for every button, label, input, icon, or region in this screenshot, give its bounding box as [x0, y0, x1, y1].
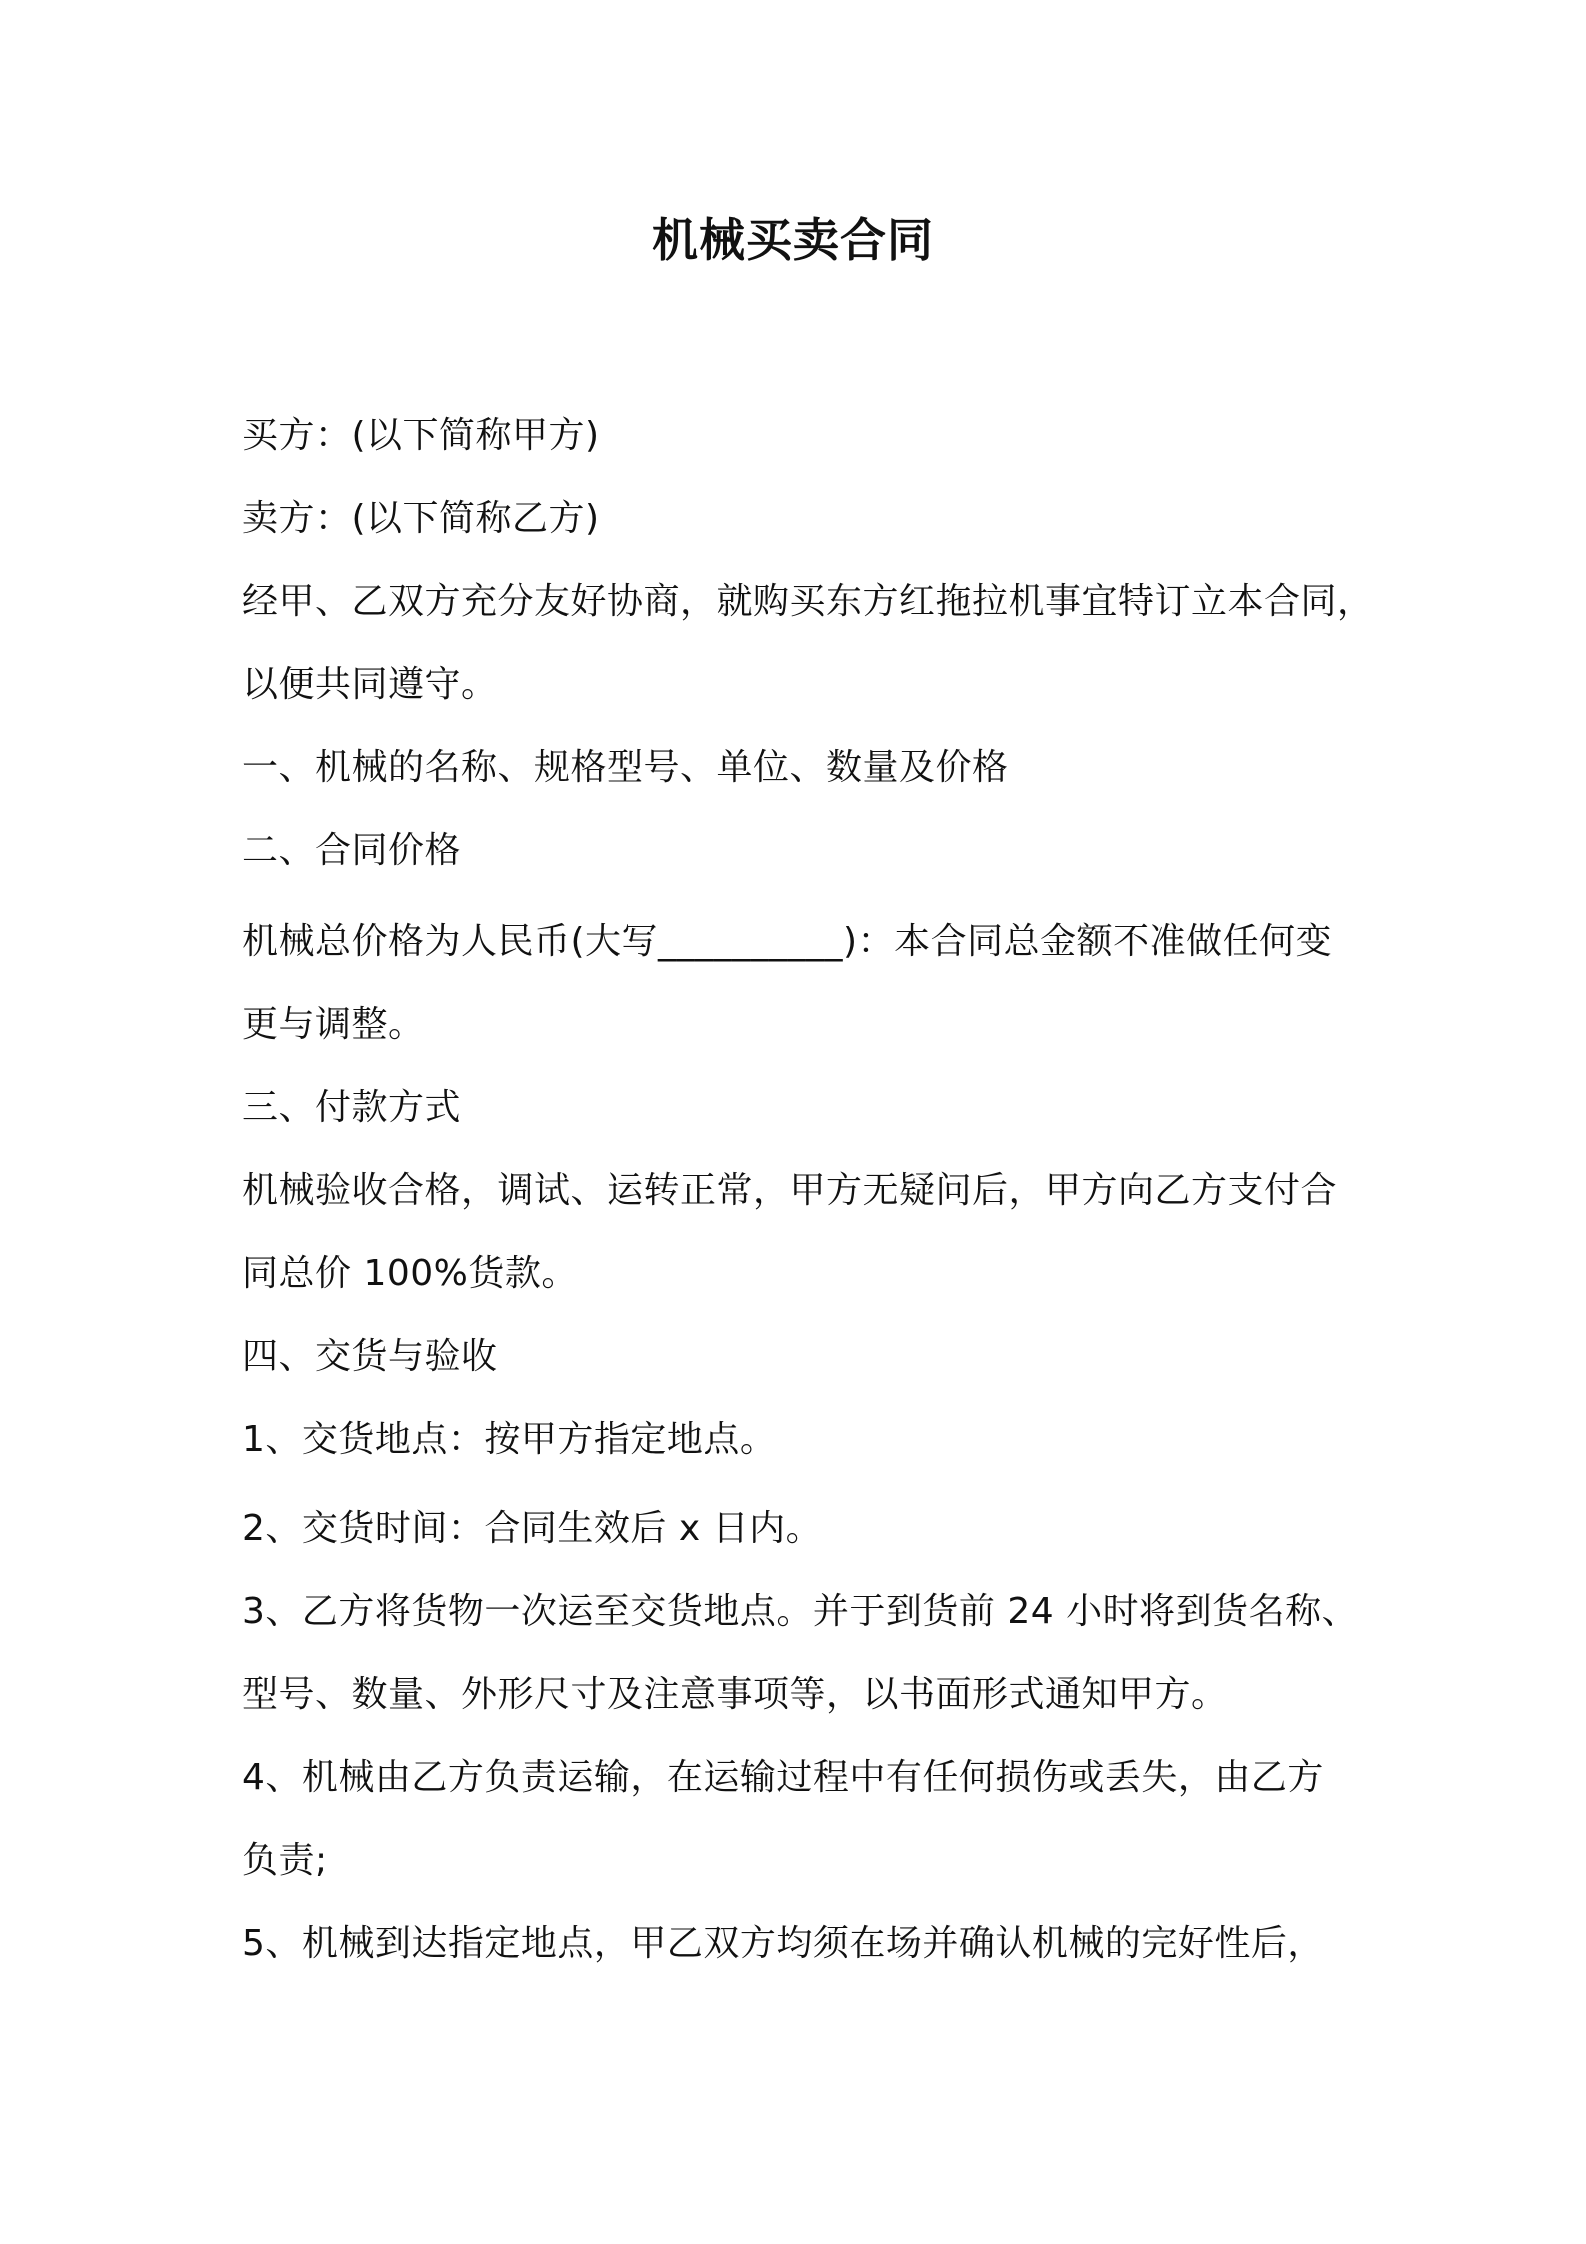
buyer-line: 买方：(以下简称甲方): [242, 415, 600, 456]
price-line-2: 更与调整。: [242, 1004, 425, 1045]
price-line-1: 机械总价格为人民币(大写__________)：本合同总金额不准做任何变: [242, 921, 1333, 962]
delivery-item-5-line-1: 5、机械到达指定地点，甲乙双方均须在场并确认机械的完好性后，: [242, 1923, 1324, 1964]
payment-line-1: 机械验收合格，调试、运转正常，甲方无疑问后，甲方向乙方支付合: [242, 1170, 1338, 1211]
intro-line-1: 经甲、乙双方充分友好协商，就购买东方红拖拉机事宜特订立本合同，: [242, 581, 1374, 622]
section-3-heading: 三、付款方式: [242, 1087, 462, 1128]
delivery-item-4-line-2: 负责;: [242, 1840, 328, 1881]
section-2-heading: 二、合同价格: [242, 830, 462, 871]
seller-line: 卖方：(以下简称乙方): [242, 498, 600, 539]
delivery-item-2: 2、交货时间：合同生效后 x 日内。: [242, 1508, 823, 1549]
delivery-item-4-line-1: 4、机械由乙方负责运输，在运输过程中有任何损伤或丢失，由乙方: [242, 1757, 1324, 1798]
delivery-item-3-line-2: 型号、数量、外形尺寸及注意事项等，以书面形式通知甲方。: [242, 1674, 1228, 1715]
delivery-item-3-line-1: 3、乙方将货物一次运至交货地点。并于到货前 24 小时将到货名称、: [242, 1591, 1359, 1632]
delivery-item-1: 1、交货地点：按甲方指定地点。: [242, 1419, 777, 1460]
section-4-heading: 四、交货与验收: [242, 1336, 498, 1377]
payment-line-2: 同总价 100%货款。: [242, 1253, 578, 1294]
document-title: 机械买卖合同: [652, 213, 934, 267]
intro-line-2: 以便共同遵守。: [242, 664, 498, 705]
section-1-heading: 一、机械的名称、规格型号、单位、数量及价格: [242, 747, 1009, 788]
